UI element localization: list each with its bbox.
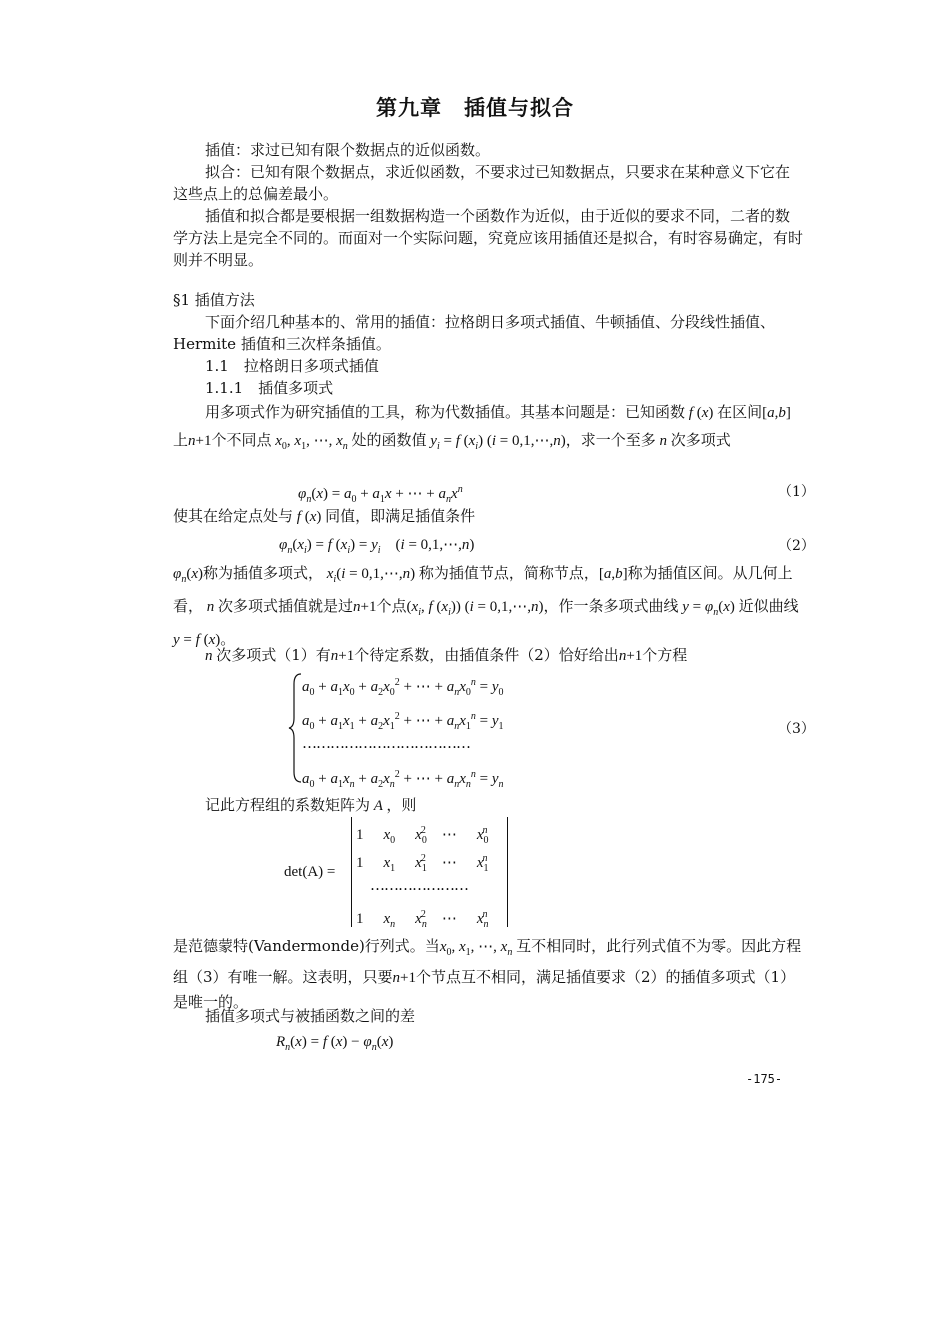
system-intro-paragraph: n 次多项式（1）有n+1个待定系数，由插值条件（2）恰好给出n+1个方程	[205, 646, 688, 664]
vandermonde-paragraph: 是范德蒙特(Vandermonde)行列式。当$x_0$, $x_1$, ⋯, $x_n$ 互不相同时，此行列式值不为零。因此方程组（3）有唯一解。这表明，只要n+1个节点互不相同，满足插值要求（2）的插值多项式（1）是唯一的。	[173, 937, 802, 1011]
chapter-title: 第九章 插值与拟合	[376, 95, 574, 120]
system-row-n: $a_0 + a_1x_n + a_2x_n^2$ + ⋯ + $a_nx_n^n = y_n$	[302, 769, 504, 790]
subsection-heading: 1.1 拉格朗日多项式插值	[205, 357, 379, 375]
section-heading: §1 插值方法	[173, 291, 255, 309]
residual-equation: $R_n(x) = f$ $(x) - \varphi_n(x)$	[276, 1034, 394, 1053]
det-label: det(A) =	[284, 864, 336, 880]
page-number: -175-	[746, 1072, 783, 1086]
det-row-1: 1 $x_1$ $x_1^2$ ⋯ $x_1^n$	[356, 853, 489, 874]
problem-statement-paragraph: 用多项式作为研究插值的工具，称为代数插值。其基本问题是：已知函数 f (x) 在区间[a,b]上n+1个不同点 $x_0$, $x_1$, ⋯, $x_n$ 处的函数值 $y_i = f$ $(x_i) (i$ = 0,1,⋯,n)，求一个至多 n 次多项式	[173, 403, 791, 452]
intro-paragraph-comparison: 插值和拟合都是要根据一组数据构造一个函数作为近似，由于近似的要求不同，二者的数学方法上是完全不同的。而面对一个实际问题，究竟应该用插值还是拟合，有时容易确定，有时则并不明显。	[173, 207, 804, 269]
det-left-bar	[351, 817, 352, 927]
intro-paragraph-fitting: 拟合：已知有限个数据点，求近似函数，不要求过已知数据点，只要求在某种意义下它在这些点上的总偏差最小。	[173, 163, 791, 203]
residual-intro-paragraph: 插值多项式与被插函数之间的差	[205, 1007, 416, 1025]
system-row-dots: ………………………………	[302, 734, 470, 752]
equation-1: $\varphi_n(x) = a_0 + a_1x$ + ⋯ + $a_nx^n$	[298, 484, 463, 505]
equation-number-3: （3）	[778, 721, 815, 737]
definition-paragraph: $\varphi_n(x)$称为插值多项式， $x_i(i$ = 0,1,⋯,n) 称为插值节点，简称节点，[a,b]称为插值区间。从几何上看， n 次多项式插值就是过n+1个点($x_i$, f $(x_i)$) (i = 0,1,⋯,n)，作一条多项式曲线 $y = \varphi_n(x)$ 近似曲线 y = f (x)。	[173, 564, 799, 648]
subsubsection-heading: 1.1.1 插值多项式	[205, 379, 334, 397]
equation-2: $\varphi_n(x_i) = f$ $(x_i) = y_i$ (i = 0,1,⋯,n)	[279, 537, 475, 556]
intro-paragraph-interpolation: 插值：求过已知有限个数据点的近似函数。	[205, 141, 491, 159]
equation-number-2: （2）	[778, 538, 815, 554]
matrix-intro-paragraph: 记此方程组的系数矩阵为 A ，则	[205, 796, 417, 814]
system-row-1: $a_0 + a_1x_1 + a_2x_1^2$ + ⋯ + $a_nx_1^n = y_1$	[302, 711, 504, 732]
det-right-bar	[507, 817, 508, 927]
equation-number-1: （1）	[778, 484, 815, 500]
det-row-dots: …………………	[370, 876, 468, 894]
system-row-0: $a_0 + a_1x_0 + a_2x_0^2$ + ⋯ + $a_nx_0^n = y_0$	[302, 677, 504, 698]
section-intro-paragraph: 下面介绍几种基本的、常用的插值：拉格朗日多项式插值、牛顿插值、分段线性插值、Hermite 插值和三次样条插值。	[173, 313, 776, 353]
det-row-0: 1 $x_0$ $x_0^2$ ⋯ $x_0^n$	[356, 825, 489, 846]
condition-paragraph: 使其在给定点处与 f (x) 同值，即满足插值条件	[173, 507, 476, 525]
det-row-n: 1 $x_n$ $x_n^2$ ⋯ $x_n^n$	[356, 909, 489, 930]
